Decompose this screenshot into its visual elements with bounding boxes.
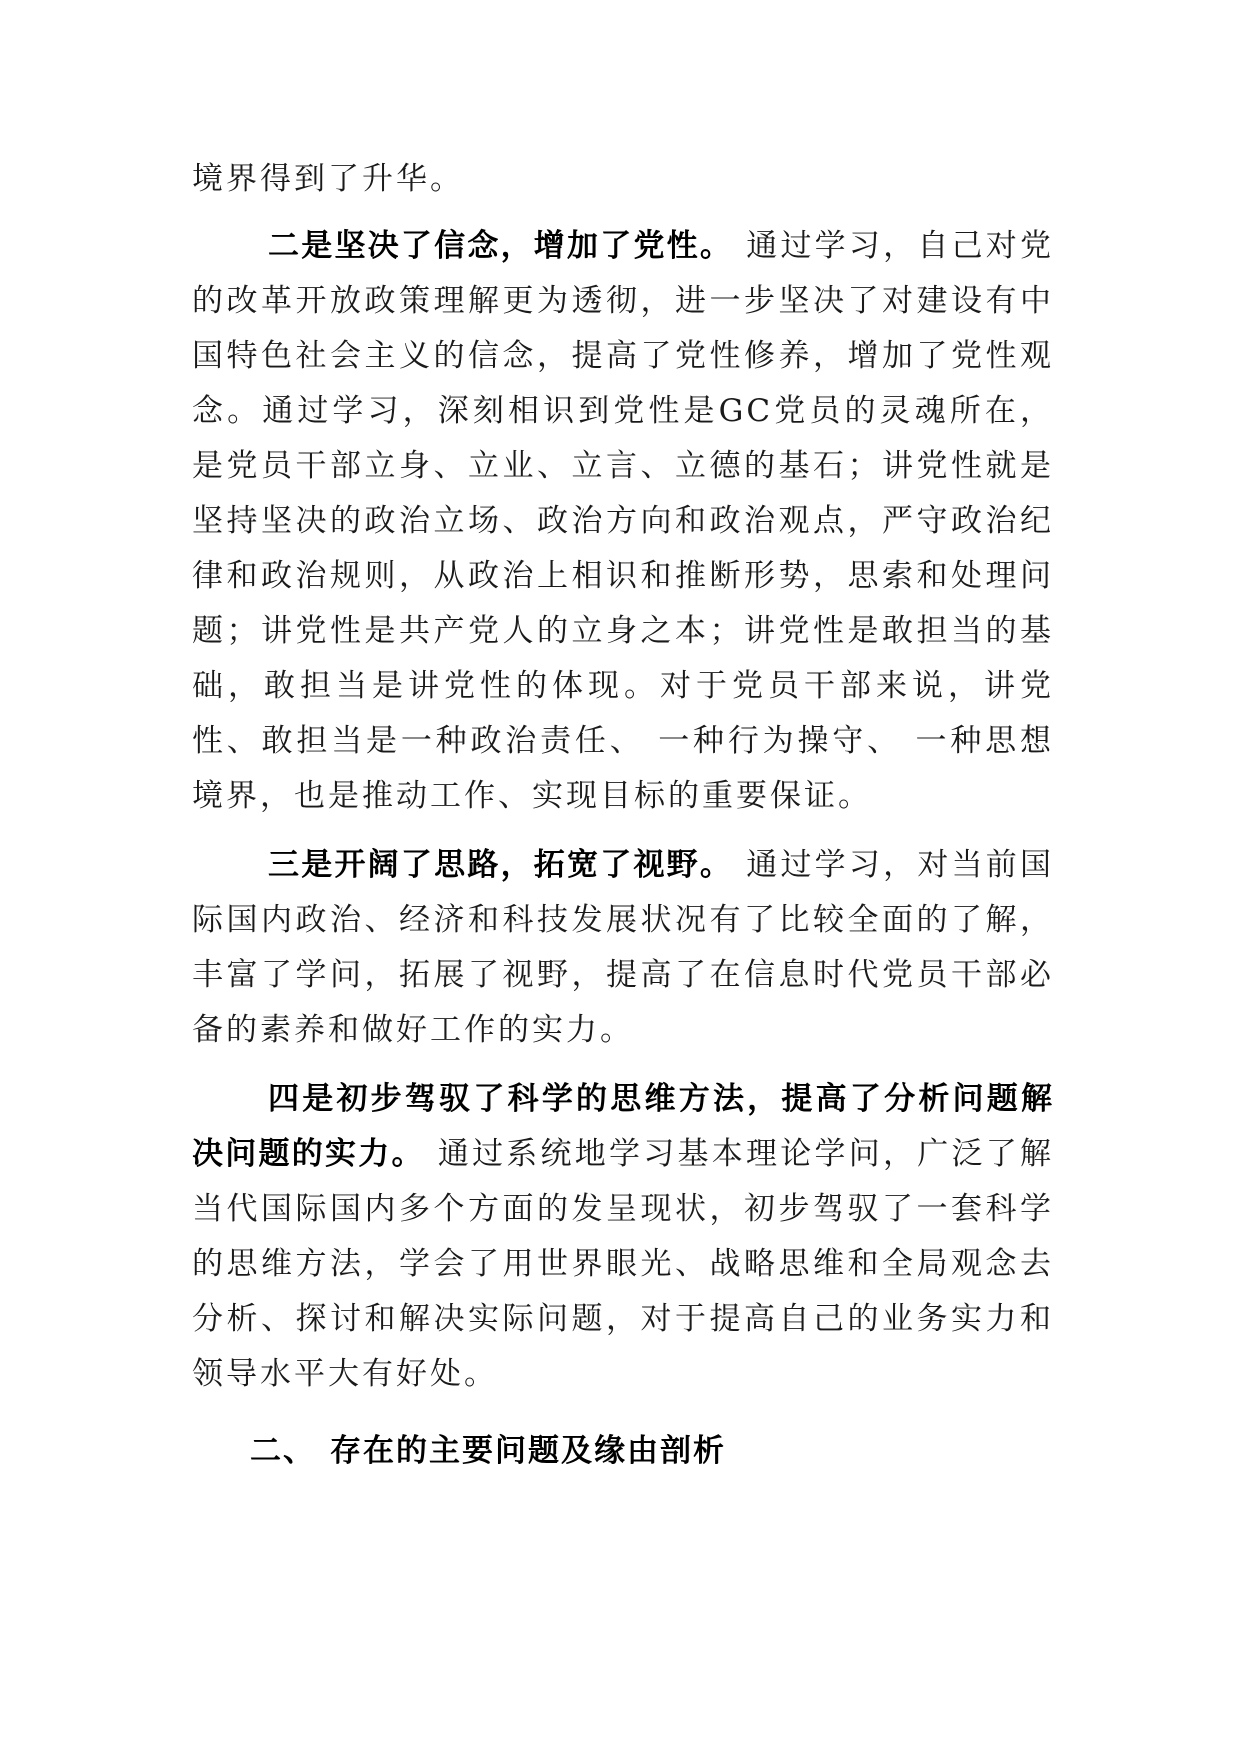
paragraph-continuation xyxy=(192,152,1054,207)
section-heading xyxy=(192,1424,1054,1479)
paragraph-text: 通过学习，对当前国际国内政治、经济和科技发展状况有了比较全面的了解，丰富了学问，拓展了视野，提高了在信息时代党员干部必备的素养和做好工作的实力。 xyxy=(192,847,1055,1048)
paragraph-point-three xyxy=(192,838,1054,1058)
paragraph-point-two xyxy=(192,219,1054,824)
paragraph-text: 通过系统地学习基本理论学问，广泛了解当代国际国内多个方面的发呈现状，初步驾驭了一套科学的思维方法，学会了用世界眼光、战略思维和全局观念去分析、探讨和解决实际问题，对于提高自己的业务实力和领导水平大有好处。 xyxy=(192,1136,1054,1392)
paragraph-text: 境界得到了升华。 xyxy=(192,161,464,197)
paragraph-lead: 四是初步驾驭了科学的思维方法，提高了分析问题解决问题的实力。 xyxy=(192,1081,1054,1172)
section-title: 存在的主要问题及缘由剖析 xyxy=(330,1433,726,1469)
paragraph-text: 通过学习，自己对党的改革开放政策理解更为透彻，进一步坚决了对建设有中国特色社会主义的信念，提高了党性修养，增加了党性观念。通过学习，深刻相识到党性是GC党员的灵魂所在，是党员干部立身、立业、立言、立德的基石；讲党性就是坚持坚决的政治立场、政治方向和政治观点，严守政治纪律和政治规则，从政治上相识和推断形势，思索和处理问题；讲党性是共产党人的立身之本；讲党性是敢担当的基础，敢担当是讲党性的体现。对于党员干部来说，讲党性、敢担当是一种政治责任、 一种行为操守、 一种思想境界，也是推动工作、实现目标的重要保证。 xyxy=(192,228,1055,814)
paragraph-lead: 二是坚决了信念，增加了党性。 xyxy=(268,228,734,264)
document-body xyxy=(192,152,1054,1479)
section-number: 二、 xyxy=(250,1433,316,1469)
paragraph-point-four xyxy=(192,1072,1054,1402)
paragraph-lead: 三是开阔了思路，拓宽了视野。 xyxy=(268,847,734,883)
